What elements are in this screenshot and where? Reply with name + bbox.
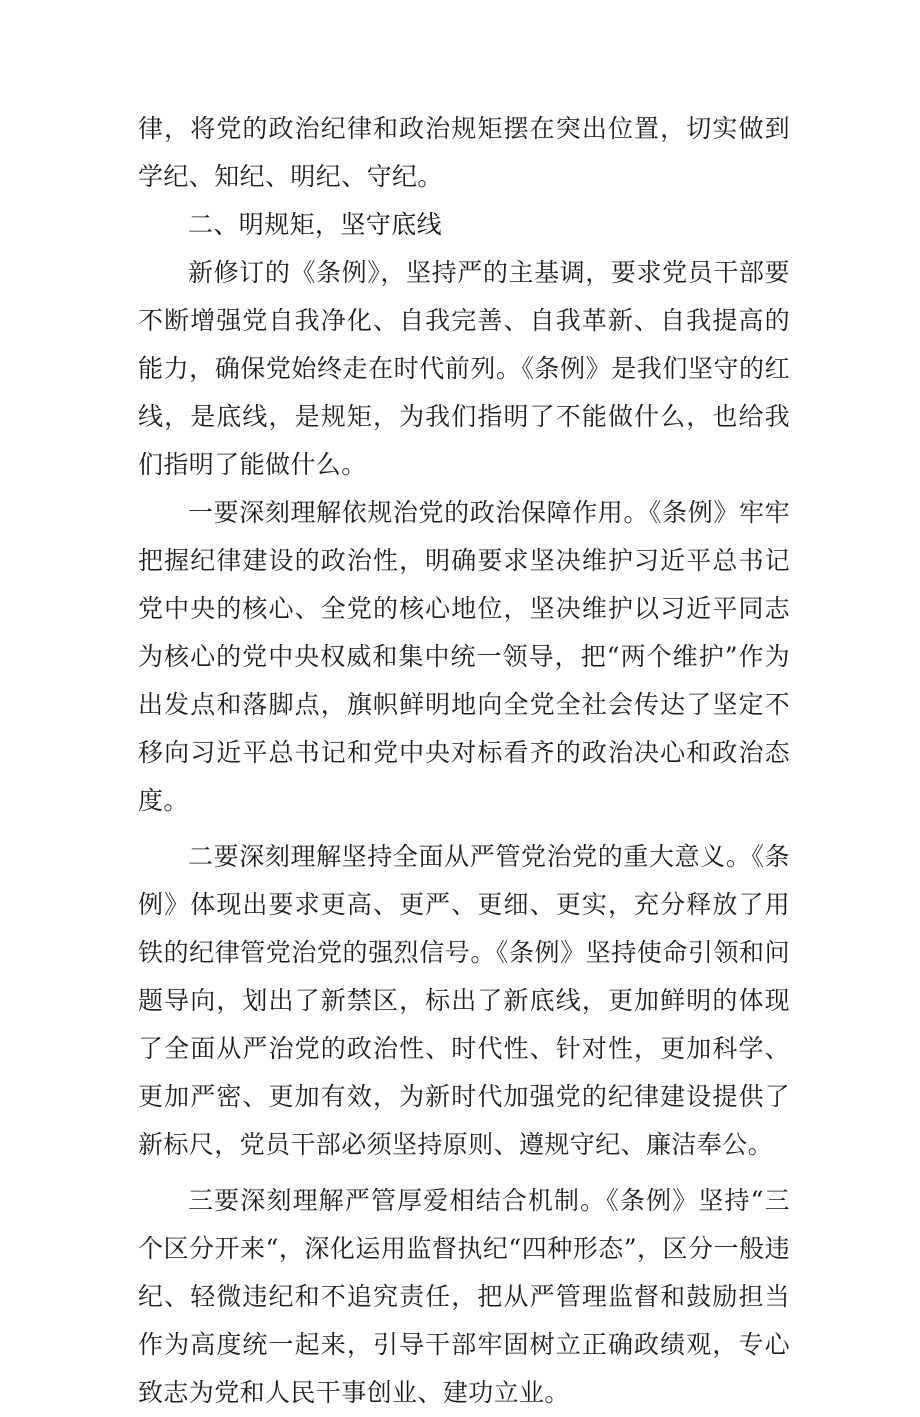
paragraph-point-three: 三要深刻理解严管厚爱相结合机制。《条例》坚持“三个区分开来“，深化运用监督执纪“四种形态”，区分一般违纪、轻微违纪和不追究责任，把从严管理监督和鼓励担当作为高度统一起来，引导干部牢固树立正确政绩观，专心致志为党和人民干事创业、建功立业。 [138,1186,790,1407]
section-heading: 二、明规矩，坚守底线 [188,210,443,239]
paragraph-intro: 新修订的《条例》，坚持严的主基调，要求党员干部要不断增强党自我净化、自我完善、自我革新、自我提高的能力，确保党始终走在时代前列。《条例》是我们坚守的红线，是底线，是规矩，为我们指明了不能做什么，也给我们指明了能做什么。 [138,258,790,479]
document-body [138,105,790,1417]
continuation-paragraph: 律，将党的政治纪律和政治规矩摆在突出位置，切实做到学纪、知纪、明纪、守纪。 [138,114,790,191]
paragraph-point-two: 二要深刻理解坚持全面从严管党治党的重大意义。《条例》体现出要求更高、更严、更细、更实，充分释放了用铁的纪律管党治党的强烈信号。《条例》坚持使命引领和问题导向，划出了新禁区，标出了新底线，更加鲜明的体现了全面从严治党的政治性、时代性、针对性，更加科学、更加严密、更加有效，为新时代加强党的纪律建设提供了新标尺，党员干部必须坚持原则、遵规守纪、廉洁奉公。 [138,842,790,1159]
paragraph-point-one: 一要深刻理解依规治党的政治保障作用。《条例》牢牢把握纪律建设的政治性，明确要求坚决维护习近平总书记党中央的核心、全党的核心地位，坚决维护以习近平同志为核心的党中央权威和集中统一领导，把“两个维护”作为出发点和落脚点，旗帜鲜明地向全党全社会传达了坚定不移向习近平总书记和党中央对标看齐的政治决心和政治态度。 [138,498,790,815]
